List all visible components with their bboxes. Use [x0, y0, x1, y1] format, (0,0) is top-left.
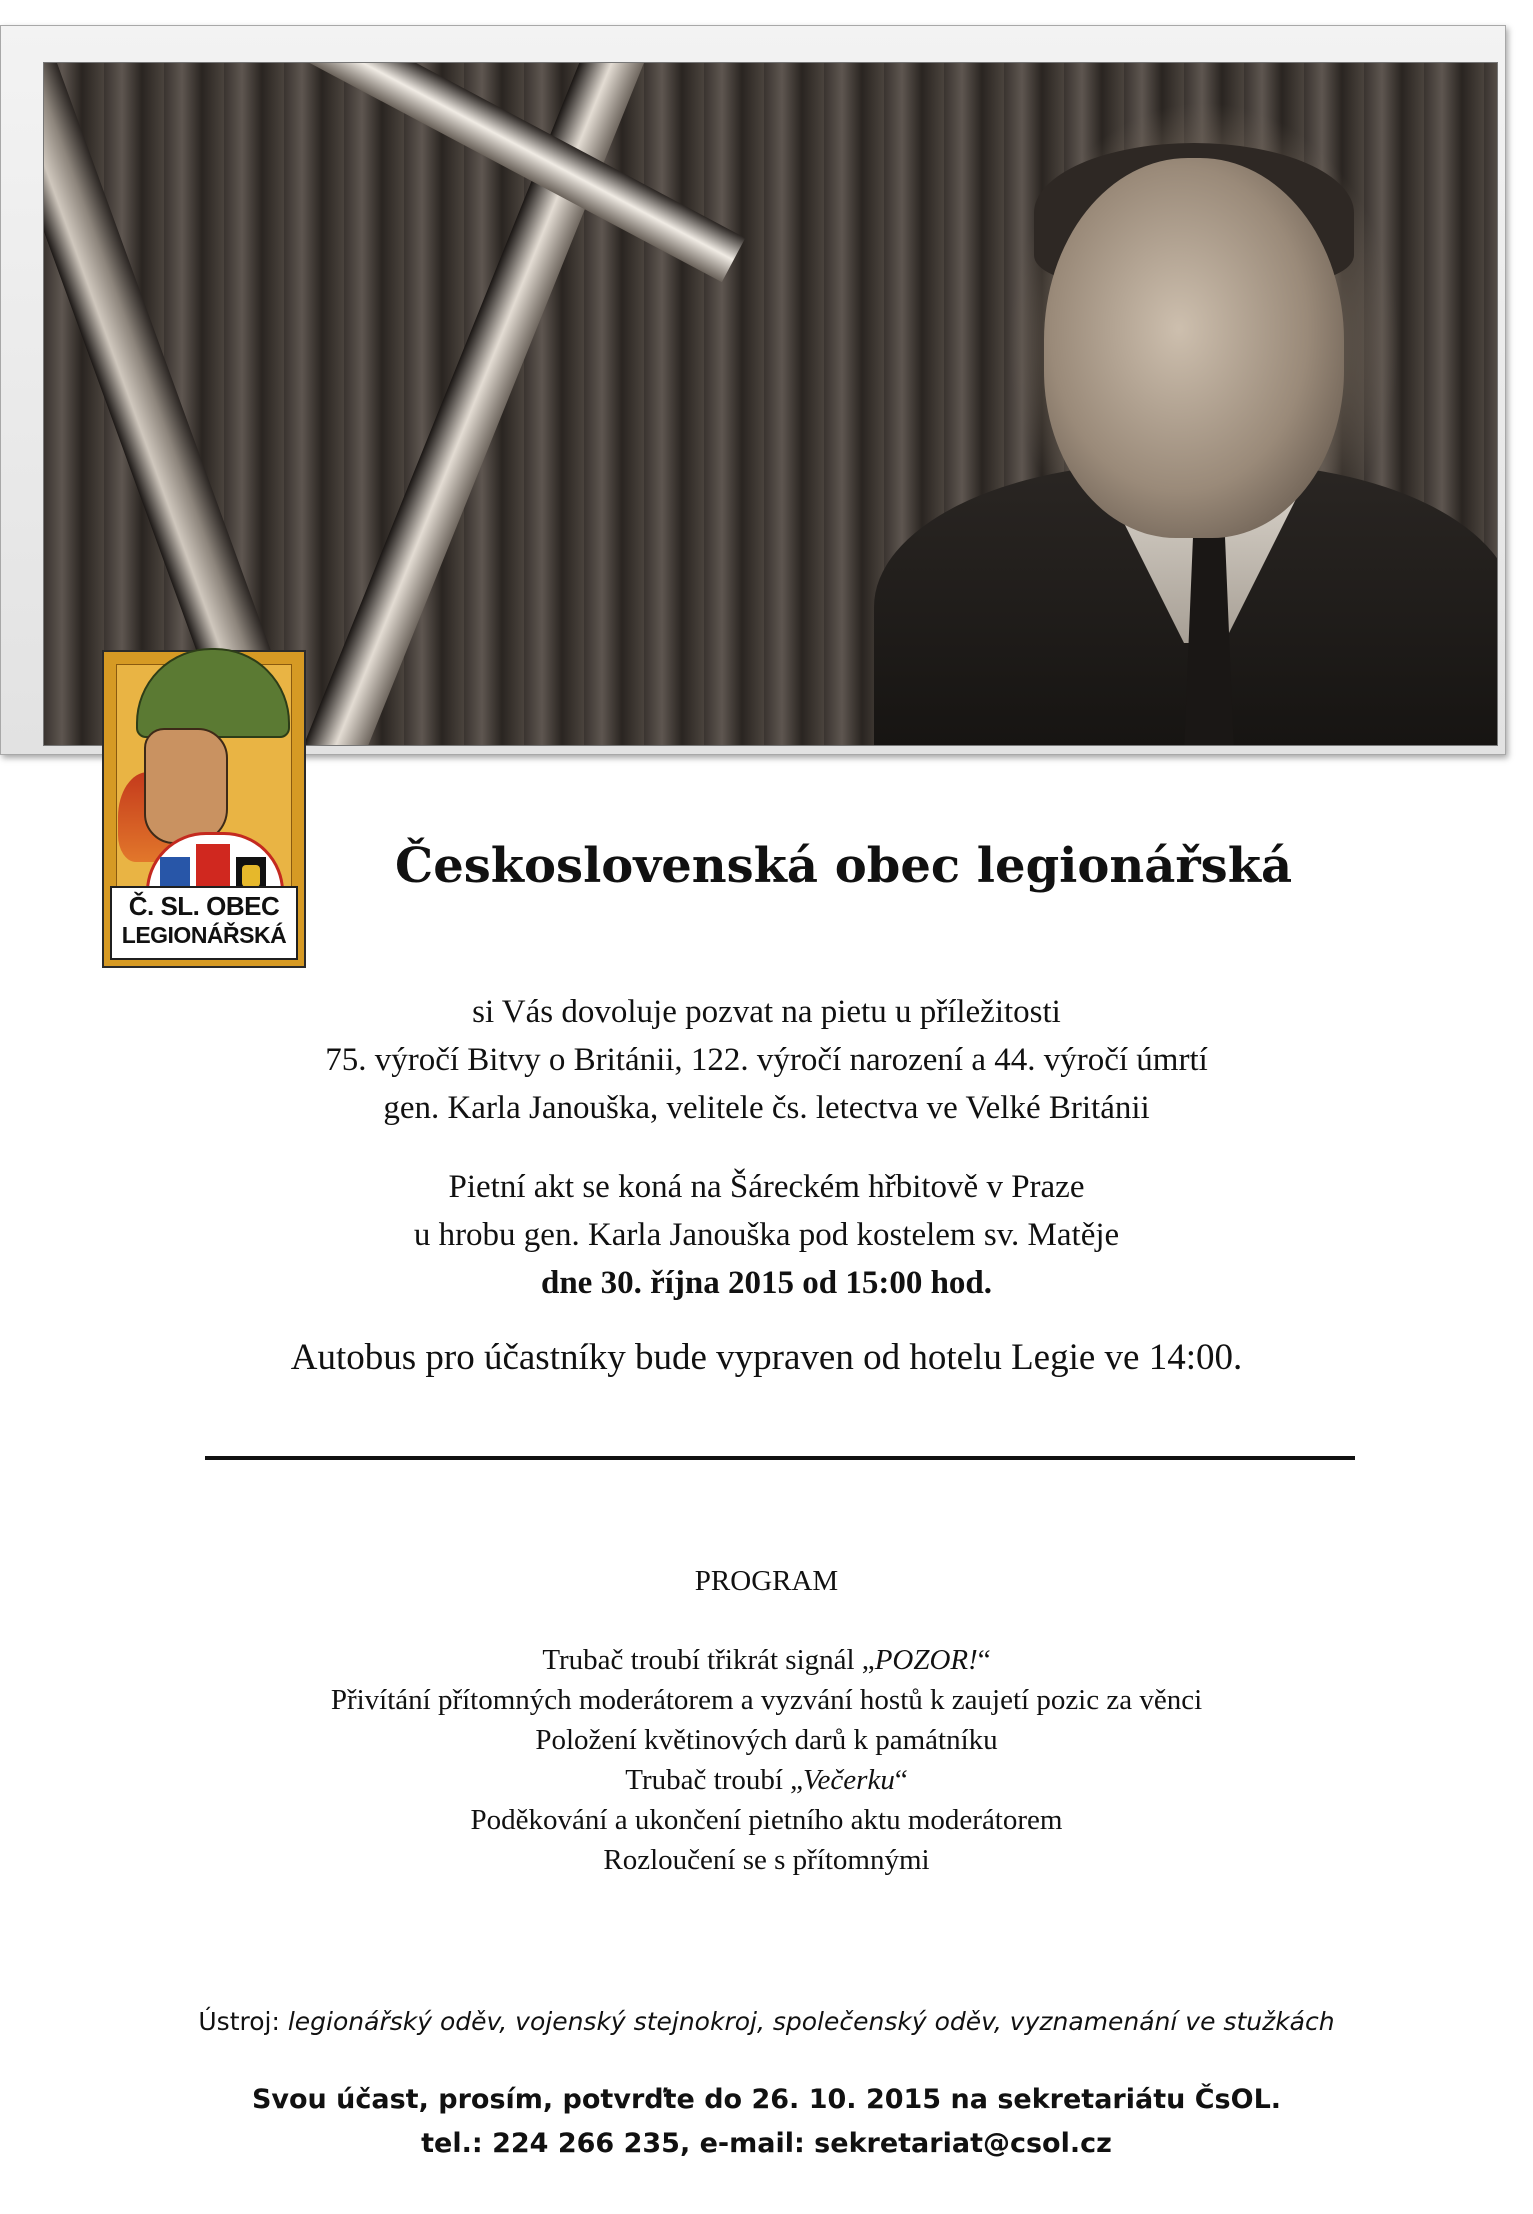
organization-title: Československá obec legionářská — [395, 838, 1293, 894]
program-item-emphasis: POZOR! — [874, 1644, 978, 1676]
bus-note: Autobus pro účastníky bude vypraven od hotelu Legie ve 14:00. — [290, 1337, 1243, 1378]
rsvp-line: Svou účast, prosím, potvrďte do 26. 10. 2015 na sekretariátu ČsOL. — [251, 2084, 1282, 2115]
logo-text-line1: Č. SL. OBEC — [128, 891, 280, 921]
event-details — [0, 1163, 1533, 1307]
logo-helmet — [136, 648, 290, 738]
program-item — [0, 1760, 1533, 1800]
invitation-text — [0, 988, 1533, 1132]
program-title: PROGRAM — [694, 1565, 839, 1597]
program-list — [0, 1640, 1533, 1880]
program-item: Poděkování a ukončení pietního aktu moderátorem — [470, 1804, 1063, 1836]
program-item-emphasis: Večerku — [803, 1764, 895, 1796]
invitation-line: si Vás dovoluje pozvat na pietu u příležitosti — [472, 994, 1061, 1030]
coat-of-arms-icon — [196, 844, 230, 888]
contact-line: tel.: 224 266 235, e-mail: sekretariat@csol.cz — [421, 2128, 1112, 2159]
program-item-text: Trubač troubí třikrát signál „ — [542, 1644, 875, 1676]
invitation-line: 75. výročí Bitvy o Británii, 122. výročí narození a 44. výročí úmrtí — [325, 1042, 1208, 1078]
dress-code-label: Ústroj: — [198, 2007, 288, 2036]
divider-line — [205, 1456, 1355, 1460]
portrait-photo — [43, 62, 1498, 746]
logo-text-line2: LEGIONÁŘSKÁ — [121, 921, 287, 948]
rsvp-info — [0, 2078, 1533, 2166]
dress-code — [0, 2007, 1533, 2036]
portrait-face — [1044, 158, 1344, 538]
program-item-text: “ — [977, 1644, 991, 1676]
program-item: Přivítání přítomných moderátorem a vyzvání hostů k zaujetí pozic za věnci — [330, 1684, 1203, 1716]
logo-plate — [110, 886, 298, 960]
dress-code-value: legionářský oděv, vojenský stejnokroj, společenský oděv, vyznamenání ve stužkách — [287, 2007, 1335, 2036]
program-item-text: “ — [894, 1764, 908, 1796]
event-location-line: u hrobu gen. Karla Janouška pod kostelem sv. Matěje — [413, 1217, 1120, 1253]
program-item: Položení květinových darů k památníku — [535, 1724, 998, 1756]
photo-frame — [0, 25, 1506, 755]
program-item — [0, 1640, 1533, 1680]
program-item-text: Trubač troubí „ — [625, 1764, 804, 1796]
sculpture-blade — [43, 62, 356, 746]
logo-soldier-face — [144, 728, 228, 844]
organization-logo — [102, 650, 306, 968]
program-item: Rozloučení se s přítomnými — [603, 1844, 930, 1876]
event-location-line: Pietní akt se koná na Šáreckém hřbitově v Praze — [448, 1169, 1085, 1205]
invitation-line: gen. Karla Janouška, velitele čs. letectva ve Velké Británii — [383, 1090, 1150, 1126]
event-date-time: dne 30. října 2015 od 15:00 hod. — [540, 1265, 993, 1301]
